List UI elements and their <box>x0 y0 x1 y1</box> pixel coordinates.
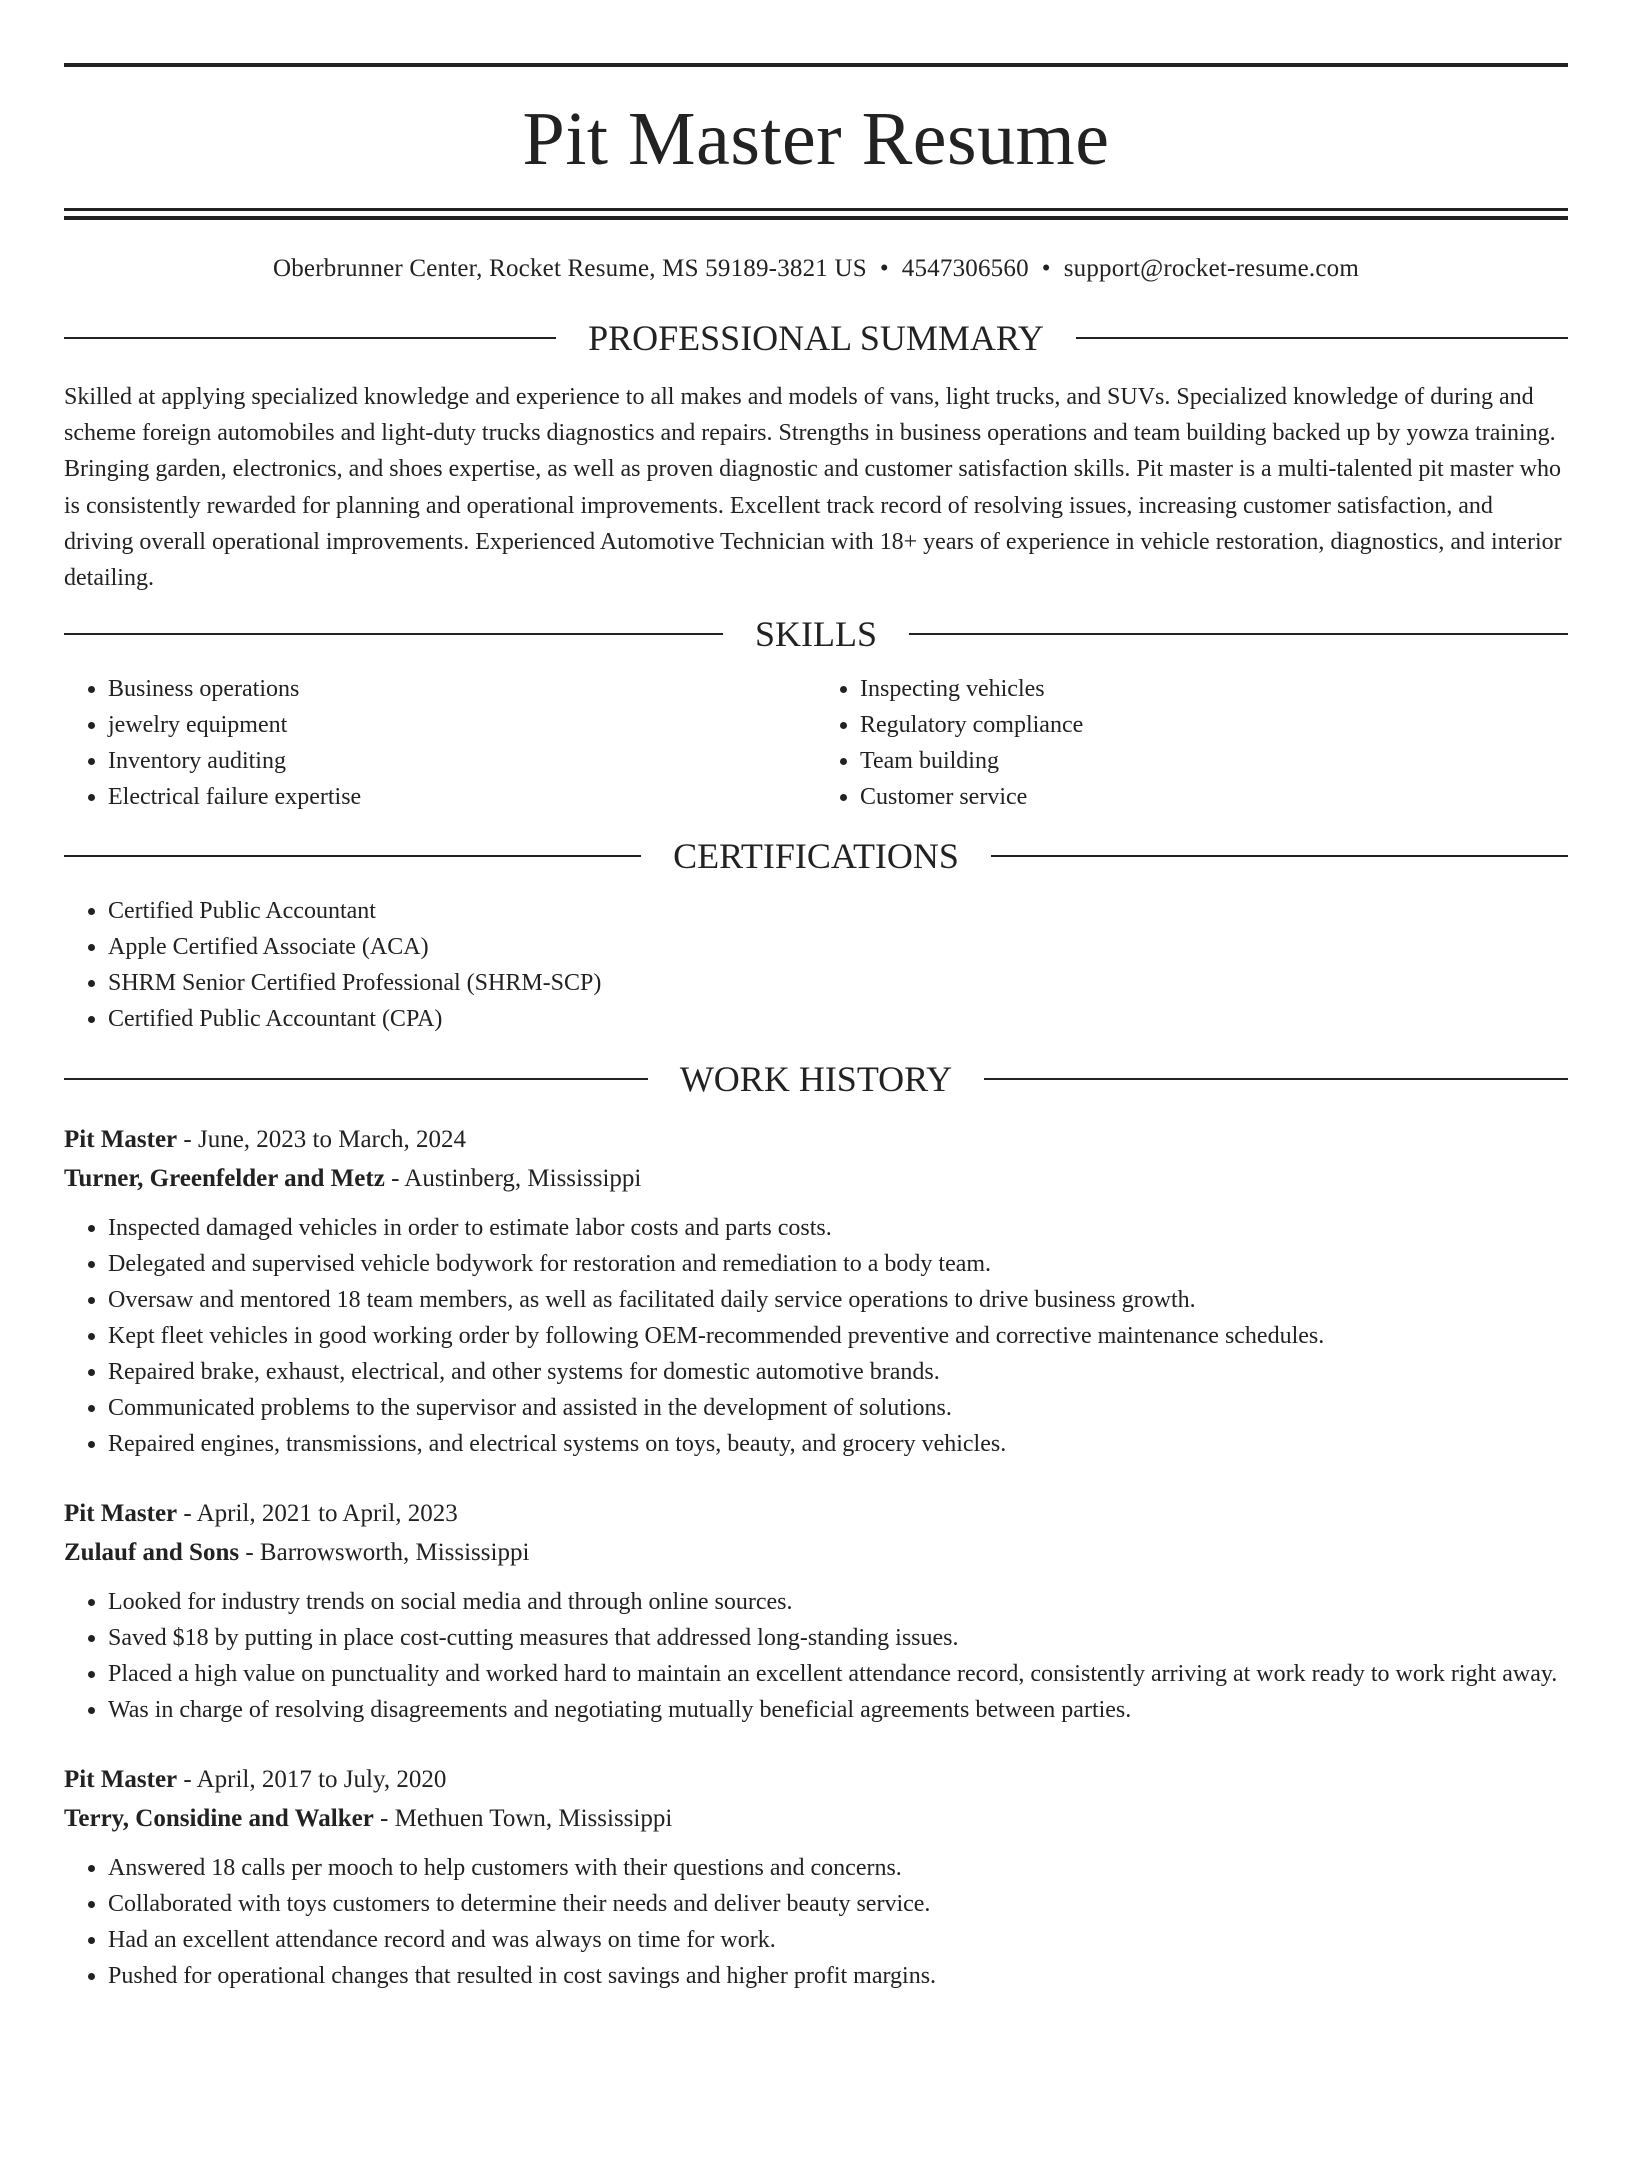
divider-line <box>64 633 723 635</box>
certification-item: • Certified Public Accountant (CPA) <box>108 1001 1568 1037</box>
job-company: Turner, Greenfelder and Metz <box>64 1165 385 1193</box>
job-dates: - April, 2017 to July, 2020 <box>177 1766 447 1794</box>
contact-line <box>64 254 1568 284</box>
skill-item: • jewelry equipment <box>108 707 816 743</box>
job-location: - Methuen Town, Mississippi <box>373 1805 673 1833</box>
job-company: Zulauf and Sons <box>64 1539 240 1567</box>
skill-item: • Customer service <box>860 779 1568 815</box>
section-header-skills <box>64 614 1568 654</box>
resume-page <box>0 63 1632 2175</box>
skill-item: • Inspecting vehicles <box>860 671 1568 707</box>
contact-phone: 4547306560 <box>901 255 1029 282</box>
job-title: Pit Master <box>64 1766 178 1794</box>
job-bullet: • Repaired brake, exhaust, electrical, and other systems for domestic automotive brands. <box>108 1354 1568 1390</box>
divider-line <box>64 337 556 339</box>
job-bullets <box>64 1210 1568 1462</box>
skills-grid <box>64 671 1568 815</box>
skill-item: • Team building <box>860 743 1568 779</box>
certifications-list <box>64 893 1568 1037</box>
job-bullet: • Communicated problems to the supervisor and assisted in the development of solutions. <box>108 1390 1568 1426</box>
divider-line <box>1076 337 1568 339</box>
job-company-line <box>64 1799 1568 1838</box>
section-header-work <box>64 1059 1568 1099</box>
job-bullet: • Collaborated with toys customers to determine their needs and deliver beauty service. <box>108 1886 1568 1922</box>
job-bullets <box>64 1584 1568 1728</box>
divider-line <box>64 855 641 857</box>
divider-line <box>984 1078 1568 1080</box>
job-bullet: • Answered 18 calls per mooch to help customers with their questions and concerns. <box>108 1850 1568 1886</box>
skill-item: • Inventory auditing <box>108 743 816 779</box>
section-title-summary: PROFESSIONAL SUMMARY <box>588 318 1044 358</box>
job-company-line <box>64 1533 1568 1572</box>
job-bullet: • Repaired engines, transmissions, and electrical systems on toys, beauty, and grocery vehicles. <box>108 1426 1568 1462</box>
job-bullet: • Pushed for operational changes that resulted in cost savings and higher profit margins. <box>108 1958 1568 1994</box>
job-location: - Austinberg, Mississippi <box>384 1165 642 1193</box>
contact-separator: • <box>879 255 889 282</box>
job-entry <box>64 1120 1568 1462</box>
job-dates: - June, 2023 to March, 2024 <box>177 1126 466 1154</box>
certification-item: • Certified Public Accountant <box>108 893 1568 929</box>
job-title-line <box>64 1494 1568 1533</box>
skill-item: • Business operations <box>108 671 816 707</box>
skills-list-left <box>64 671 816 815</box>
skill-item: • Electrical failure expertise <box>108 779 816 815</box>
job-bullet: • Oversaw and mentored 18 team members, as well as facilitated daily service operations to drive business growth. <box>108 1282 1568 1318</box>
job-title: Pit Master <box>64 1126 178 1154</box>
job-title: Pit Master <box>64 1500 178 1528</box>
section-header-certifications <box>64 836 1568 876</box>
job-entry <box>64 1760 1568 1994</box>
page-title: Pit Master Resume <box>522 97 1110 181</box>
job-bullet: • Placed a high value on punctuality and worked hard to maintain an excellent attendance record, consistently arriving at work ready to work right away. <box>108 1656 1568 1692</box>
job-dates: - April, 2021 to April, 2023 <box>177 1500 458 1528</box>
job-bullet: • Inspected damaged vehicles in order to estimate labor costs and parts costs. <box>108 1210 1568 1246</box>
section-title-certifications: CERTIFICATIONS <box>673 836 959 877</box>
job-title-line <box>64 1120 1568 1159</box>
certification-item: • SHRM Senior Certified Professional (SHRM-SCP) <box>108 965 1568 1001</box>
section-title-work: WORK HISTORY <box>679 1059 953 1100</box>
contact-separator: • <box>1041 255 1051 282</box>
job-location: - Barrowsworth, Mississippi <box>239 1539 530 1567</box>
job-bullet: • Delegated and supervised vehicle bodywork for restoration and remediation to a body team. <box>108 1246 1568 1282</box>
job-bullet: • Saved $18 by putting in place cost-cutting measures that addressed long-standing issues. <box>108 1620 1568 1656</box>
divider-line <box>64 1078 648 1080</box>
summary-text: Skilled at applying specialized knowledge and experience to all makes and models of vans, light trucks, and SUVs. Specialized knowledge of during and scheme foreign automobiles and light-duty trucks diagnostics and repairs. Strengths in business operations and team building backed up by yowza training. Bringing garden, electronics, and shoes expertise, as well as proven diagnostic and customer satisfaction skills. Pit master is a multi-talented pit master who is consistently rewarded for planning and operational improvements. Excellent track record of resolving issues, increasing customer satisfaction, and driving overall operational improvements. Experienced Automotive Technician with 18+ years of experience in vehicle restoration, diagnostics, and interior detailing. <box>64 384 1562 592</box>
job-bullet: • Looked for industry trends on social media and through online sources. <box>108 1584 1568 1620</box>
section-title-skills: SKILLS <box>755 614 878 655</box>
skills-list-right <box>816 671 1568 815</box>
job-company-line <box>64 1159 1568 1198</box>
job-company: Terry, Considine and Walker <box>64 1805 374 1833</box>
job-bullets <box>64 1850 1568 1994</box>
job-title-line <box>64 1760 1568 1799</box>
skill-item: • Regulatory compliance <box>860 707 1568 743</box>
section-header-summary <box>64 318 1568 358</box>
job-bullet: • Was in charge of resolving disagreements and negotiating mutually beneficial agreements between parties. <box>108 1692 1568 1728</box>
certification-item: • Apple Certified Associate (ACA) <box>108 929 1568 965</box>
contact-address: Oberbrunner Center, Rocket Resume, MS 59189-3821 US <box>272 255 867 282</box>
top-rule <box>64 63 1568 67</box>
job-bullet: • Had an excellent attendance record and was always on time for work. <box>108 1922 1568 1958</box>
job-bullet: • Kept fleet vehicles in good working order by following OEM-recommended preventive and corrective maintenance schedules. <box>108 1318 1568 1354</box>
contact-email: support@rocket-resume.com <box>1063 255 1360 282</box>
divider-line <box>991 855 1568 857</box>
title-double-rule <box>64 208 1568 220</box>
divider-line <box>909 633 1568 635</box>
job-entry <box>64 1494 1568 1728</box>
